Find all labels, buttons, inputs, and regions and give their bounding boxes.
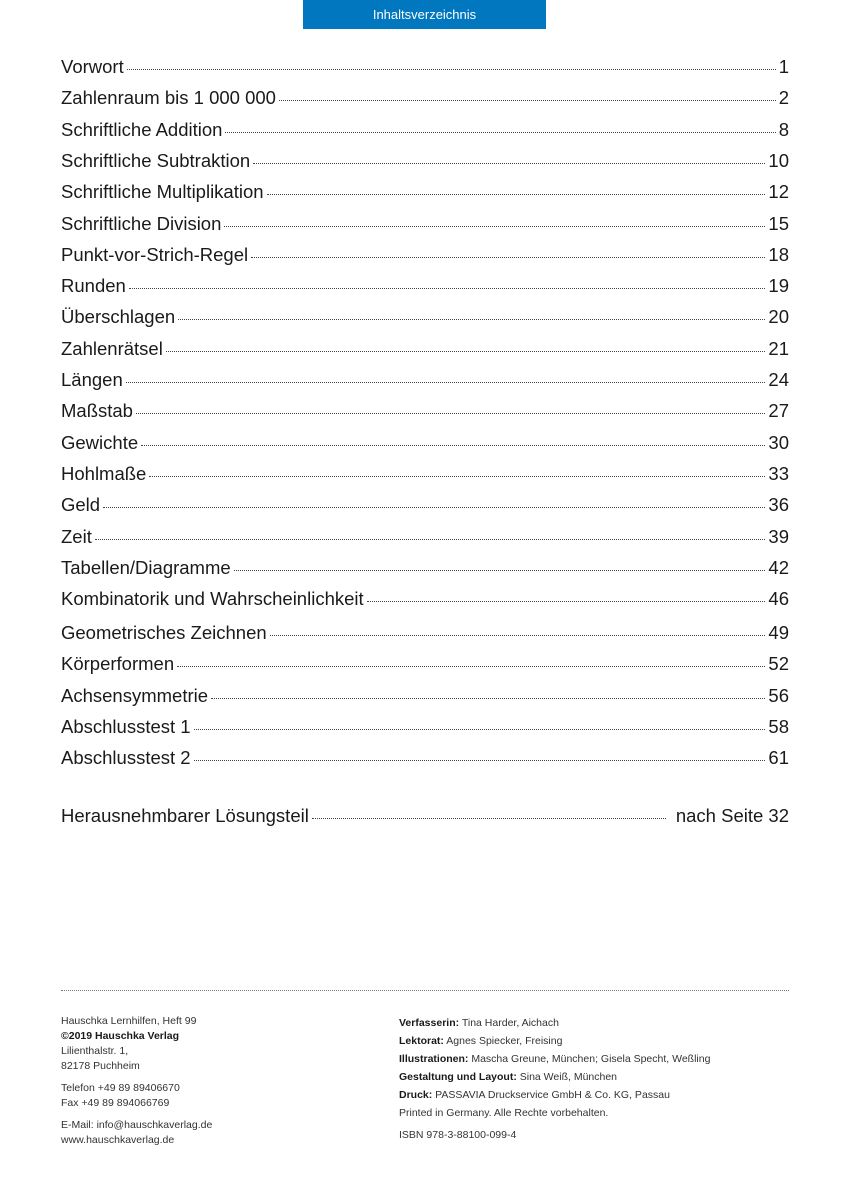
toc-entry-page: 10 — [768, 149, 789, 171]
publisher-info — [61, 1014, 361, 1148]
illustrations-value: Mascha Greune, München; Gisela Specht, Weßling — [468, 1053, 711, 1065]
toc-entry-title: Überschlagen — [61, 306, 176, 328]
toc-entry-title: Körperformen — [61, 653, 175, 675]
print-line — [399, 1086, 799, 1104]
author-value: Tina Harder, Aichach — [459, 1017, 559, 1029]
toc-leader — [312, 818, 666, 819]
toc-entry[interactable] — [61, 588, 789, 616]
toc-entry-title: Abschlusstest 1 — [61, 715, 191, 737]
toc-leader — [251, 257, 765, 258]
toc-leader — [136, 413, 765, 414]
toc-entry-title: Hohlmaße — [61, 462, 147, 484]
illustrations-label: Illustrationen: — [399, 1053, 469, 1065]
toc-entry[interactable] — [61, 653, 789, 681]
toc-entry[interactable] — [61, 747, 789, 775]
author-line — [399, 1014, 799, 1032]
toc-entry-page: 15 — [768, 212, 789, 234]
toc-entry[interactable] — [61, 306, 789, 334]
footer-divider — [61, 990, 789, 991]
toc-entry-page: 12 — [768, 181, 789, 203]
toc-entry-title: Kombinatorik und Wahrscheinlichkeit — [61, 588, 364, 610]
toc-leader — [149, 476, 765, 477]
toc-entry[interactable] — [61, 87, 789, 115]
toc-entry[interactable] — [61, 622, 789, 650]
toc-entry-page: 30 — [768, 431, 789, 453]
toc-leader — [225, 132, 775, 133]
toc-leader — [253, 163, 765, 164]
toc-entry[interactable] — [61, 213, 789, 241]
toc-leader — [224, 226, 765, 227]
toc-leader — [211, 698, 765, 699]
toc-entry[interactable] — [61, 494, 789, 522]
toc-leader — [267, 194, 766, 195]
toc-entry-title: Schriftliche Multiplikation — [61, 181, 264, 203]
website[interactable]: www.hauschkaverlag.de — [61, 1134, 175, 1146]
toc-entry[interactable] — [61, 557, 789, 585]
credits-info — [399, 1014, 799, 1144]
toc-leader — [194, 729, 766, 730]
toc-entry-page: 19 — [768, 275, 789, 297]
illustrations-line — [399, 1050, 799, 1068]
toc-leader — [127, 69, 776, 70]
toc-leader — [234, 570, 766, 571]
toc-entry-page: 18 — [768, 243, 789, 265]
phone: Telefon +49 89 89406670 — [61, 1082, 180, 1094]
toc-entry-page: 42 — [768, 556, 789, 578]
toc-entry[interactable] — [61, 369, 789, 397]
toc-entry-title: Schriftliche Division — [61, 212, 222, 234]
fax: Fax +49 89 894066769 — [61, 1097, 170, 1109]
design-value: Sina Weiß, München — [516, 1071, 618, 1083]
toc-entry-title: Punkt-vor-Strich-Regel — [61, 243, 249, 265]
toc-leader — [126, 382, 766, 383]
toc-entry-title: Abschlusstest 2 — [61, 747, 191, 769]
toc-entry-title: Achsensymmetrie — [61, 684, 209, 706]
toc-entry-title: Zeit — [61, 525, 92, 547]
toc-entry[interactable] — [61, 463, 789, 491]
toc-entry-page: 52 — [768, 653, 789, 675]
toc-entry-page: 24 — [768, 369, 789, 390]
toc-leader — [166, 351, 766, 352]
toc-entry[interactable] — [61, 432, 789, 460]
header-tab — [303, 0, 546, 29]
toc-entry-title: Tabellen/Diagramme — [61, 556, 231, 578]
toc-entry-title: Zahlenrätsel — [61, 337, 163, 359]
print-label: Druck: — [399, 1089, 433, 1101]
toc-entry[interactable] — [61, 181, 789, 209]
toc-entry-solutions[interactable] — [61, 805, 789, 833]
toc-entry-page: 20 — [768, 306, 789, 328]
address-city: 82178 Puchheim — [61, 1060, 140, 1072]
toc-entry-page: 61 — [768, 747, 789, 769]
toc-entry-title: Schriftliche Addition — [61, 118, 223, 140]
toc-entry-title: Zahlenraum bis 1 000 000 — [61, 87, 276, 109]
toc-entry[interactable] — [61, 716, 789, 744]
email[interactable]: E-Mail: info@hauschkaverlag.de — [61, 1119, 213, 1131]
print-value: PASSAVIA Druckservice GmbH & Co. KG, Passau — [432, 1089, 670, 1101]
toc-entry[interactable] — [61, 338, 789, 366]
isbn: ISBN 978-3-88100-099-4 — [399, 1129, 517, 1141]
toc-leader — [103, 507, 765, 508]
toc-entry-title: Maßstab — [61, 400, 133, 422]
toc-leader — [177, 666, 765, 667]
toc-entry-title: Längen — [61, 369, 123, 390]
toc-entry-page: 49 — [768, 622, 789, 643]
toc-entry-page: 21 — [768, 337, 789, 359]
header-title: Inhaltsverzeichnis — [372, 7, 477, 22]
toc-entry[interactable] — [61, 400, 789, 428]
address-street: Lilienthalstr. 1, — [61, 1045, 129, 1057]
toc-entry-page: 46 — [768, 588, 789, 610]
series-info: Hauschka Lernhilfen, Heft 99 — [61, 1015, 197, 1027]
copyright: ©2019 Hauschka Verlag — [61, 1030, 180, 1042]
toc-entry-page: 8 — [778, 118, 789, 140]
toc-entry[interactable] — [61, 119, 789, 147]
toc-entry-page: 2 — [778, 87, 789, 109]
toc-leader — [279, 100, 776, 101]
toc-entry-title: Gewichte — [61, 431, 139, 453]
toc-entry-page: nach Seite 32 — [675, 805, 789, 826]
toc-entry-title: Vorwort — [61, 56, 124, 77]
author-label: Verfasserin: — [399, 1017, 460, 1029]
toc-entry[interactable] — [61, 526, 789, 554]
editor-label: Lektorat: — [399, 1035, 444, 1047]
toc-entry-page: 56 — [768, 684, 789, 706]
toc-entry-page: 36 — [768, 494, 789, 516]
toc-entry[interactable] — [61, 244, 789, 272]
toc-leader — [129, 288, 766, 289]
toc-entry[interactable] — [61, 150, 789, 178]
editor-line — [399, 1032, 799, 1050]
toc-leader — [367, 601, 766, 602]
toc-leader — [270, 635, 766, 636]
design-label: Gestaltung und Layout: — [399, 1071, 517, 1083]
toc-entry-page: 58 — [768, 715, 789, 737]
toc-entry-page: 33 — [768, 462, 789, 484]
toc-leader — [194, 760, 766, 761]
toc-entry[interactable] — [61, 275, 789, 303]
toc-entry[interactable] — [61, 56, 789, 84]
editor-value: Agnes Spiecker, Freising — [443, 1035, 563, 1047]
toc-entry-title: Schriftliche Subtraktion — [61, 149, 251, 171]
design-line — [399, 1068, 799, 1086]
toc-entry-title: Geld — [61, 494, 101, 516]
toc-entry-title: Herausnehmbarer Lösungsteil — [61, 805, 309, 826]
toc-leader — [95, 539, 766, 540]
toc-entry-title: Runden — [61, 275, 126, 297]
toc-leader — [141, 445, 765, 446]
toc-entry[interactable] — [61, 685, 789, 713]
toc-leader — [178, 319, 765, 320]
rights-line: Printed in Germany. Alle Rechte vorbehalten. — [399, 1107, 609, 1119]
toc-entry-page: 27 — [768, 400, 789, 422]
toc-entry-page: 1 — [778, 56, 789, 77]
toc-entry-title: Geometrisches Zeichnen — [61, 622, 267, 643]
toc-entry-page: 39 — [768, 525, 789, 547]
